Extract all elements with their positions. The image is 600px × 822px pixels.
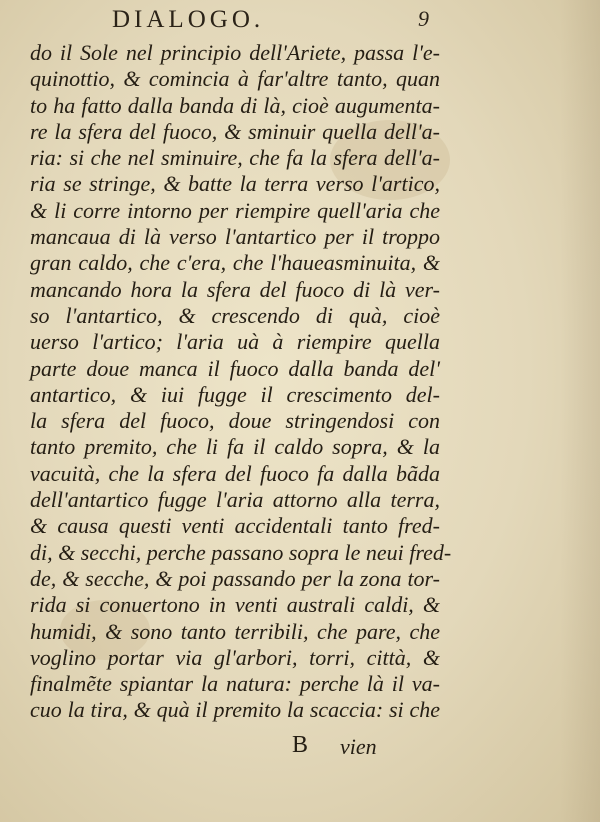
page-header [112, 6, 472, 40]
text-line: de, & secche, & poi passando per la zona tor- [30, 565, 440, 591]
text-line: di, & secchi, perche passano sopra le neui fred- [30, 539, 452, 565]
text-line: finalmẽte spiantar la natura: perche là il va- [30, 671, 440, 697]
text-line: uerso l'artico; l'aria uà à riempire quella [30, 329, 440, 355]
page-footer [292, 732, 412, 762]
text-line: do il Sole nel principio dell'Ariete, passa l'e- [30, 40, 440, 65]
text-line: cuo la tira, & quà il premito la scaccia: si che [30, 697, 440, 723]
text-line: & li corre intorno per riempire quell'aria che [30, 197, 440, 223]
text-line: la sfera del fuoco, doue stringendosi con [30, 408, 440, 434]
text-line: to ha fatto dalla banda di là, cioè augumenta- [30, 92, 440, 118]
text-line: vacuità, che la sfera del fuoco fa dalla bãda [30, 460, 440, 486]
signature-mark: B [292, 732, 309, 758]
text-line: mancando hora la sfera del fuoco di là ver- [30, 276, 440, 302]
text-line: & causa questi venti accidentali tanto fred- [30, 513, 440, 539]
text-line: tanto premito, che li fa il caldo sopra, & la [30, 434, 440, 460]
text-line: mancaua di là verso l'antartico per il troppo [30, 224, 440, 250]
page-number: 9 [418, 6, 429, 31]
text-line: ria: si che nel sminuire, che fa la sfera dell'a- [30, 145, 440, 171]
text-line: dell'antartico fugge l'aria attorno alla terra, [30, 487, 440, 513]
text-line: re la sfera del fuoco, & sminuir quella dell'a- [30, 118, 440, 144]
text-line: voglino portar via gl'arbori, torri, città, & [30, 644, 440, 670]
text-line: parte doue manca il fuoco dalla banda del' [30, 355, 440, 381]
page-edge-shadow [560, 0, 600, 822]
text-line: antartico, & iui fugge il crescimento del- [30, 381, 440, 407]
text-line: gran caldo, che c'era, che l'haueasminuita, & [30, 250, 440, 276]
catchword: vien [340, 734, 377, 759]
text-line: rida si conuertono in venti australi caldi, & [30, 592, 440, 618]
text-line: humidi, & sono tanto terribili, che pare, che [30, 618, 440, 644]
body-text [30, 40, 452, 724]
text-line: so l'antartico, & crescendo di quà, cioè [30, 302, 440, 328]
running-head: DIALOGO. [112, 6, 265, 33]
text-line: quinottio, & comincia à far'altre tanto, quan [30, 66, 440, 92]
text-line: ria se stringe, & batte la terra verso l'artico, [30, 171, 440, 197]
